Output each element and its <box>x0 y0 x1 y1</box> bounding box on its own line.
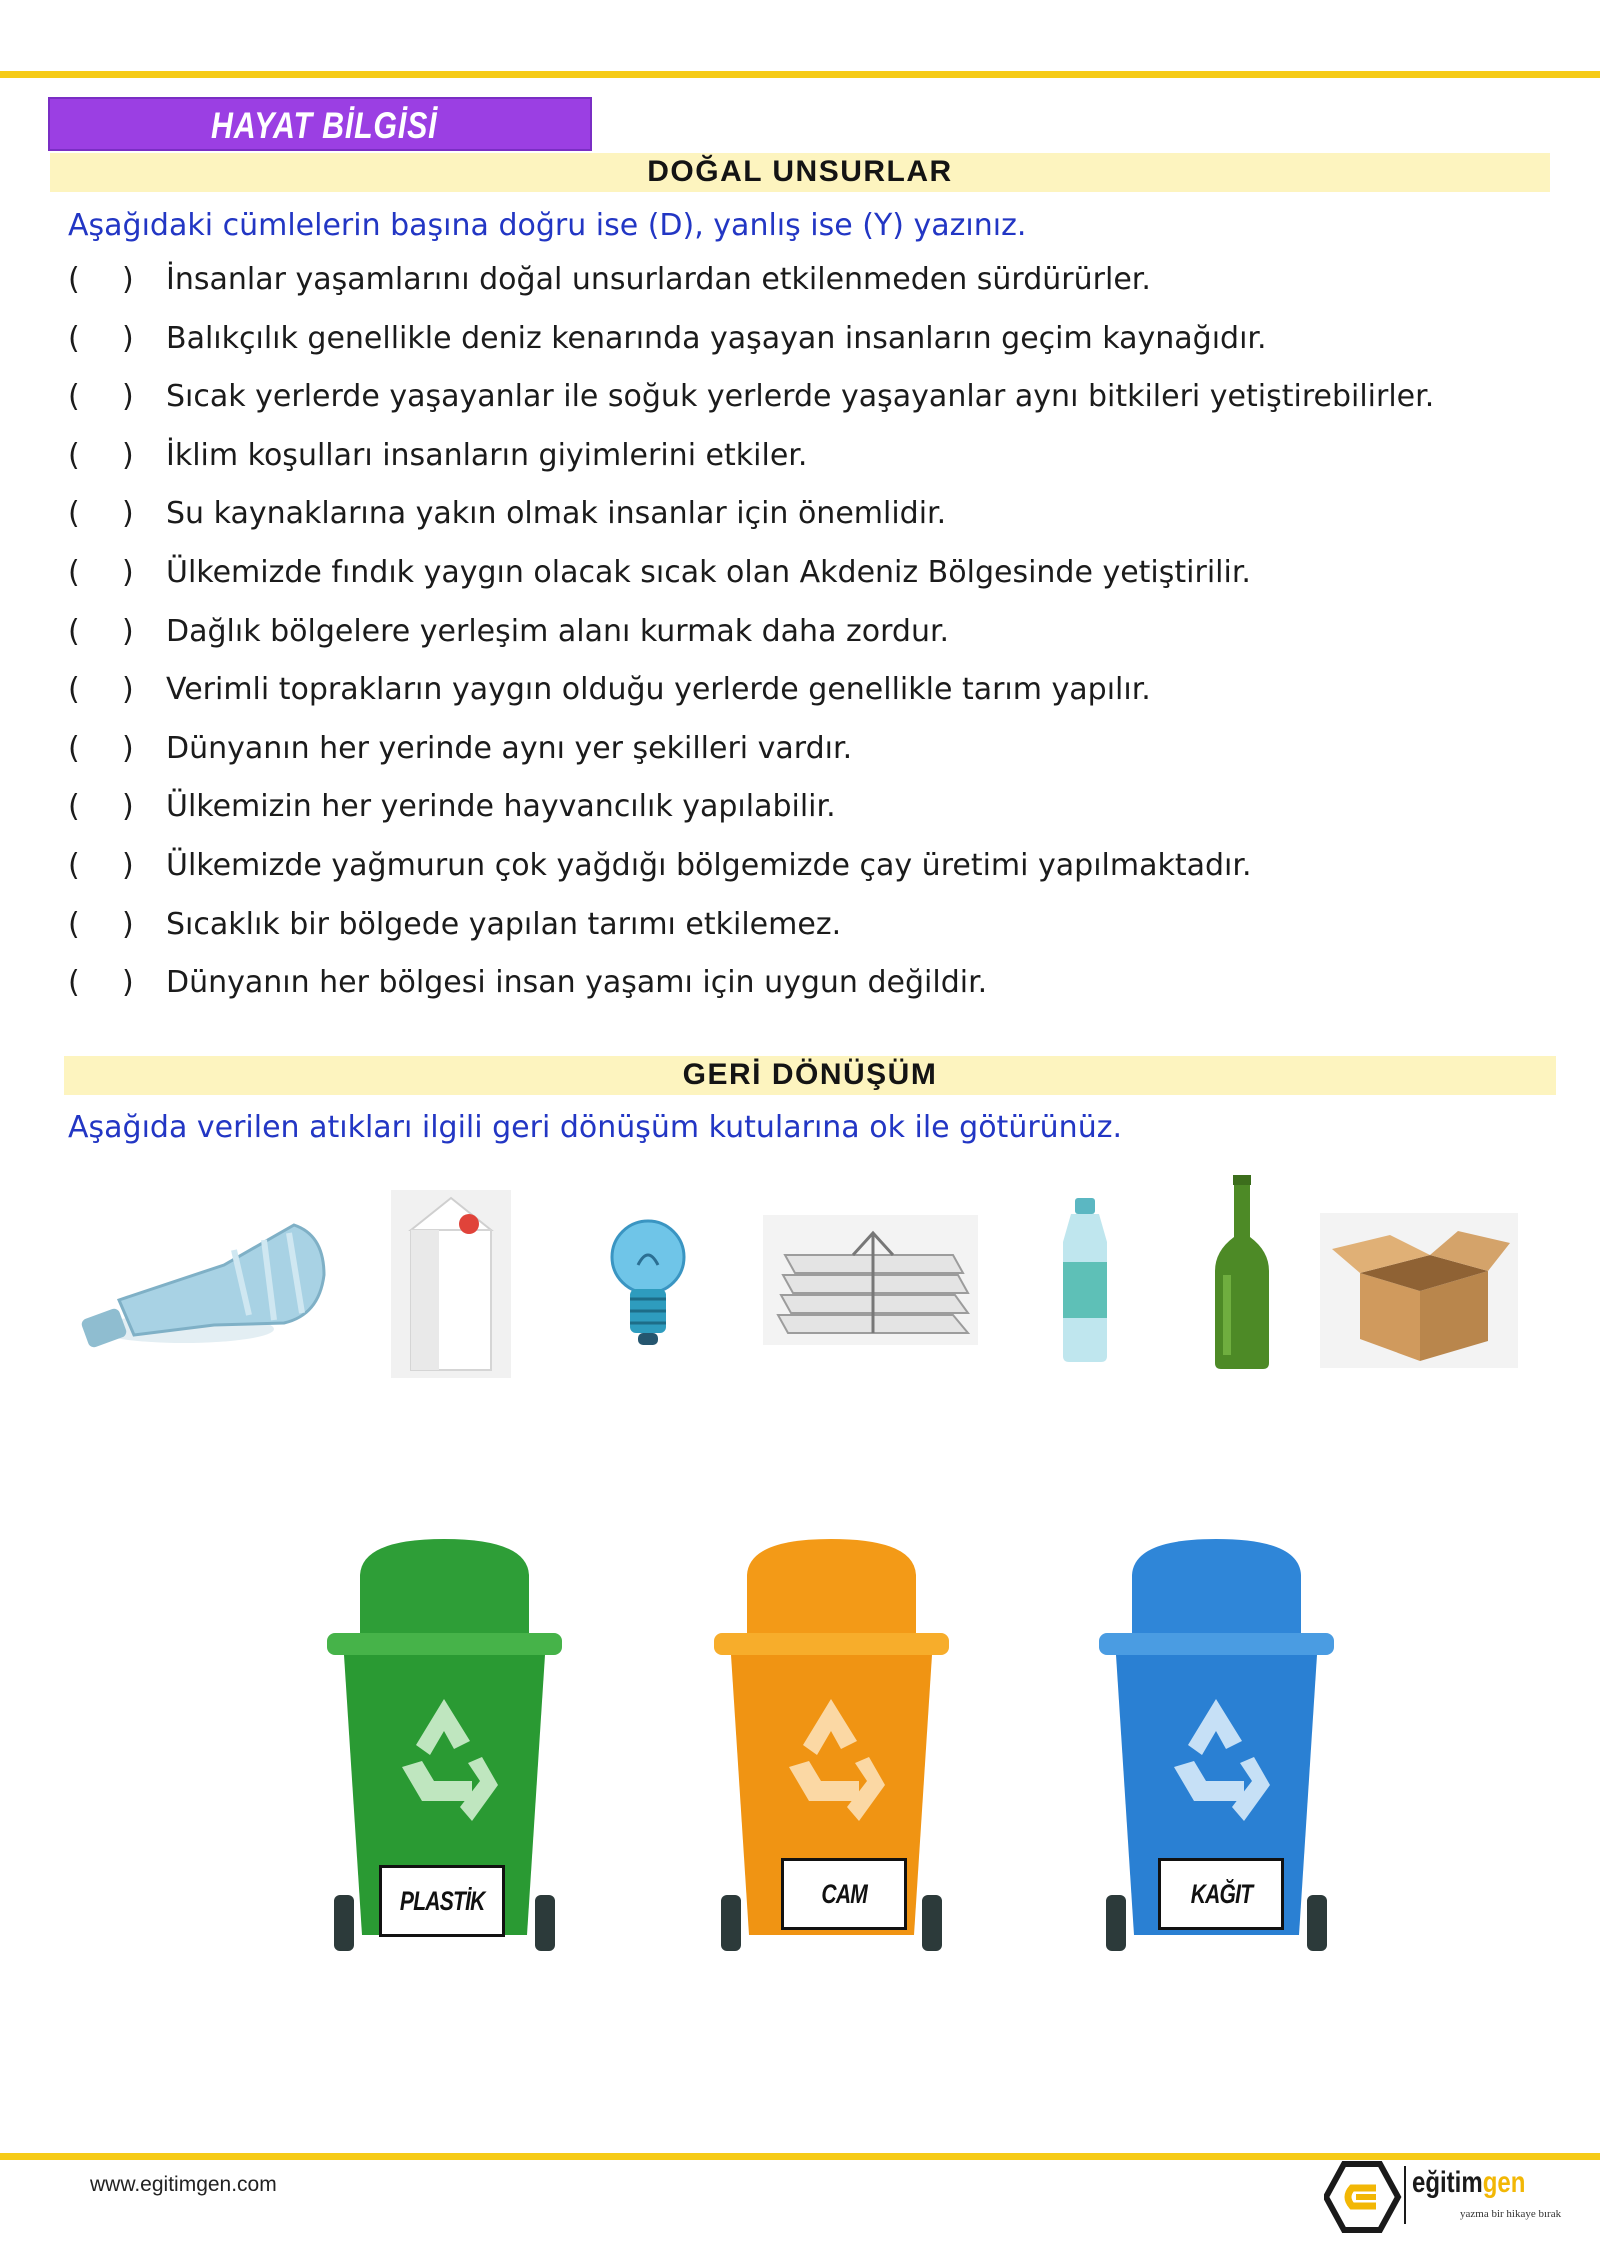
question-text: Ülkemizde yağmurun çok yağdığı bölgemizde çay üretimi yapılmaktadır. <box>166 847 1252 883</box>
brand-logo <box>1324 2160 1562 2234</box>
question-text: Su kaynaklarına yakın olmak insanlar için önemlidir. <box>166 496 947 532</box>
section-title-band <box>64 1056 1556 1095</box>
question-text: Sıcak yerlerde yaşayanlar ile soğuk yerlerde yaşayanlar aynı bitkileri yetiştirebilirler. <box>166 379 1435 415</box>
plastic-water-bottle-icon <box>1055 1198 1115 1363</box>
footer-url: www.egitimgen.com <box>90 2173 277 2196</box>
question-text: İklim koşulları insanların giyimlerini etkiler. <box>166 437 808 473</box>
logo-wordmark: eğitimgen <box>1412 2166 1526 2199</box>
answer-blank-open[interactable]: ( <box>68 496 80 532</box>
section-title-natural-elements: DOĞAL UNSURLAR <box>647 155 953 188</box>
answer-blank-close: ) <box>122 906 134 942</box>
answer-blank-close: ) <box>122 965 134 1001</box>
question-text: Ülkemizin her yerinde hayvancılık yapılabilir. <box>166 789 836 825</box>
section-instruction: Aşağıdaki cümlelerin başına doğru ise (D), yanlış ise (Y) yazınız. <box>68 208 1027 243</box>
subject-tab <box>48 97 592 151</box>
answer-blank-open[interactable]: ( <box>68 437 80 473</box>
answer-blank-close: ) <box>122 320 134 356</box>
answer-blank-open[interactable]: ( <box>68 554 80 590</box>
answer-blank-open[interactable]: ( <box>68 965 80 1001</box>
question-text: Dağlık bölgelere yerleşim alanı kurmak daha zordur. <box>166 613 950 649</box>
bin-label-paper: KAĞIT <box>1158 1858 1284 1930</box>
answer-blank-close: ) <box>122 262 134 297</box>
green-glass-bottle-icon <box>1213 1175 1271 1370</box>
question-text: Dünyanın her bölgesi insan yaşamı için uygun değildir. <box>166 965 988 1001</box>
answer-blank-open[interactable]: ( <box>68 613 80 649</box>
question-text: Verimli toprakların yaygın olduğu yerlerde genellikle tarım yapılır. <box>166 672 1151 708</box>
question-text: Ülkemizde fındık yaygın olacak sıcak olan Akdeniz Bölgesinde yetiştirilir. <box>166 554 1251 590</box>
answer-blank-open[interactable]: ( <box>68 847 80 883</box>
logo-tagline: yazma bir hikaye bırak <box>1460 2208 1562 2220</box>
answer-blank-close: ) <box>122 730 134 766</box>
answer-blank-open[interactable]: ( <box>68 789 80 825</box>
section-title-band <box>50 153 1550 192</box>
question-text: Sıcaklık bir bölgede yapılan tarımı etkilemez. <box>166 906 842 942</box>
answer-blank-open[interactable]: ( <box>68 379 80 415</box>
answer-blank-close: ) <box>122 437 134 473</box>
answer-blank-open[interactable]: ( <box>68 320 80 356</box>
answer-blank-open[interactable]: ( <box>68 730 80 766</box>
question-text: Balıkçılık genellikle deniz kenarında yaşayan insanların geçim kaynağıdır. <box>166 320 1267 356</box>
answer-blank-close: ) <box>122 613 134 649</box>
question-text: İnsanlar yaşamlarını doğal unsurlardan etkilenmeden sürdürürler. <box>166 262 1151 297</box>
bin-label-glass: CAM <box>781 1858 907 1930</box>
answer-blank-close: ) <box>122 496 134 532</box>
answer-blank-close: ) <box>122 554 134 590</box>
light-bulb-icon <box>608 1215 688 1355</box>
bottom-rule <box>0 2153 1600 2160</box>
milk-carton-icon <box>391 1190 511 1378</box>
recycling-bin-glass <box>709 1535 954 1965</box>
answer-blank-close: ) <box>122 672 134 708</box>
newspaper-bundle-icon <box>763 1215 978 1345</box>
hexagon-logo-icon <box>1324 2160 1404 2234</box>
cardboard-box-icon <box>1320 1213 1518 1368</box>
question-text: Dünyanın her yerinde aynı yer şekilleri vardır. <box>166 730 853 766</box>
logo-divider <box>1404 2166 1406 2224</box>
answer-blank-open[interactable]: ( <box>68 672 80 708</box>
recycling-bin-paper <box>1094 1535 1339 1965</box>
bin-label-plastic: PLASTİK <box>379 1865 505 1937</box>
answer-blank-close: ) <box>122 379 134 415</box>
answer-blank-open[interactable]: ( <box>68 262 80 297</box>
answer-blank-open[interactable]: ( <box>68 906 80 942</box>
top-rule <box>0 71 1600 78</box>
answer-blank-close: ) <box>122 789 134 825</box>
answer-blank-close: ) <box>122 847 134 883</box>
subject-title: HAYAT BİLGİSİ <box>211 105 438 146</box>
crushed-plastic-bottle-icon <box>74 1205 336 1355</box>
recycling-bin-plastic <box>322 1535 567 1965</box>
section-instruction: Aşağıda verilen atıkları ilgili geri dönüşüm kutularına ok ile götürünüz. <box>68 1110 1122 1145</box>
section-title-recycling: GERİ DÖNÜŞÜM <box>682 1058 938 1091</box>
